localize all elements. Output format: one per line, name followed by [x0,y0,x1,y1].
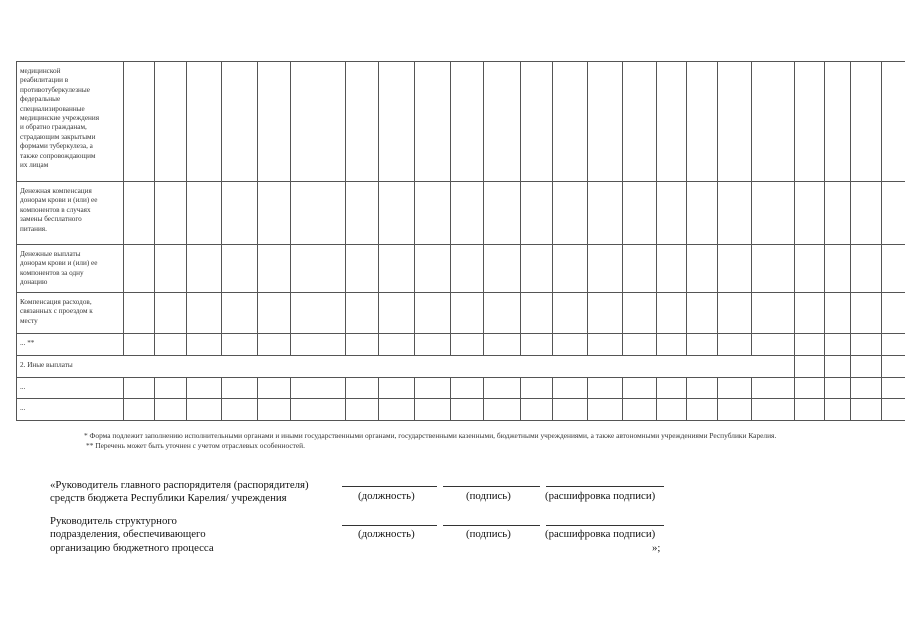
table-cell [795,62,825,182]
table-cell [451,334,484,356]
table-cell [553,182,588,245]
table-cell [415,399,451,421]
row-label: Денежная компенсация донорам крови и (или) ее компонентов в случаях замены бесплатного питания. [17,182,124,245]
table-cell [258,399,291,421]
table-row [17,378,905,399]
table-cell [379,293,415,334]
table-cell [553,334,588,356]
table-cell [825,356,851,378]
table-cell [521,293,553,334]
table-cell [258,62,291,182]
table-cell [415,293,451,334]
table-cell [825,245,851,293]
footnote-2: ** Перечень может быть уточнен с учетом отраслевых особенностей. [86,441,305,450]
table-cell [155,378,187,399]
table-cell [795,293,825,334]
table-cell [155,245,187,293]
table-cell [124,182,155,245]
signature-1-position-line [342,486,437,487]
table-cell [882,182,905,245]
table-cell [484,293,521,334]
table-cell [346,399,379,421]
table-cell [553,378,588,399]
table-cell [222,334,258,356]
table-cell [291,245,346,293]
table-cell [795,356,825,378]
table-cell [291,334,346,356]
table-cell [521,399,553,421]
signature-2-title-line3: организацию бюджетного процесса [50,542,214,554]
table-cell [882,62,905,182]
table-cell [258,293,291,334]
table-cell [451,245,484,293]
table-cell [718,182,752,245]
table-cell [825,293,851,334]
table-cell [795,182,825,245]
table-cell [222,182,258,245]
table-cell [588,182,623,245]
table-cell [379,182,415,245]
table-cell [825,378,851,399]
table-cell [851,245,882,293]
table-cell [718,334,752,356]
table-cell [155,334,187,356]
table-cell [379,399,415,421]
table-cell [484,399,521,421]
table-cell [752,334,795,356]
table-cell [851,356,882,378]
table-cell [484,334,521,356]
table-cell [521,245,553,293]
table-cell [553,399,588,421]
table-cell [795,378,825,399]
table-cell [553,245,588,293]
table-cell [718,245,752,293]
table-cell [155,293,187,334]
table-cell [623,399,657,421]
table-cell [588,334,623,356]
table-cell [379,378,415,399]
table-cell [752,293,795,334]
table-cell [657,334,687,356]
table-row [17,334,905,356]
table-cell [222,245,258,293]
table-cell [687,62,718,182]
table-cell [718,62,752,182]
row-label: ... ** [17,334,124,356]
table-cell [521,182,553,245]
table-row [17,182,905,245]
table-cell [752,399,795,421]
table-cell [825,334,851,356]
table-cell [187,399,222,421]
table-cell [222,293,258,334]
table-cell [258,182,291,245]
table-cell [187,62,222,182]
table-cell [623,182,657,245]
table-cell [222,62,258,182]
table-cell [451,182,484,245]
signature-2-decoding-line [546,525,664,526]
signature-1-signature-line [443,486,540,487]
table-cell [752,62,795,182]
table-cell [187,334,222,356]
table-cell [155,399,187,421]
table-cell [882,293,905,334]
table-cell [623,378,657,399]
table-cell [588,293,623,334]
table-cell [795,399,825,421]
table-cell [124,293,155,334]
table-cell [553,293,588,334]
signature-2-position-caption: (должность) [358,528,415,540]
table-cell [415,245,451,293]
table-cell [451,62,484,182]
row-label: ... [17,378,124,399]
table-cell [187,293,222,334]
table-cell [718,378,752,399]
table-cell [346,293,379,334]
table-cell [124,399,155,421]
signature-2-closing-quote: »; [652,542,661,554]
table-cell [346,245,379,293]
signature-2-signature-caption: (подпись) [466,528,511,540]
table-cell [346,182,379,245]
report-table [16,61,905,421]
signature-1-title-line1: «Руководитель главного распорядителя (распорядителя) [50,479,309,491]
table-cell [484,182,521,245]
table-cell [346,378,379,399]
row-label: 2. Иные выплаты [17,356,795,378]
table-cell [187,245,222,293]
signature-1-position-caption: (должность) [358,490,415,502]
row-label: Компенсация расходов, связанных с проездом к месту [17,293,124,334]
table-cell [451,293,484,334]
table-cell [155,182,187,245]
table-cell [258,334,291,356]
table-cell [346,62,379,182]
row-label: ... [17,399,124,421]
table-cell [124,62,155,182]
table-cell [851,378,882,399]
table-cell [851,293,882,334]
table-cell [484,245,521,293]
table-cell [521,334,553,356]
table-cell [415,62,451,182]
footnotes [62,431,842,450]
table-cell [752,182,795,245]
row-label: Денежные выплаты донорам крови и (или) ее компонентов за одну донацию [17,245,124,293]
table-cell [291,182,346,245]
table-cell [415,378,451,399]
table-cell [415,334,451,356]
table-cell [851,399,882,421]
signature-2-decoding-caption: (расшифровка подписи) [545,528,656,540]
table-cell [623,62,657,182]
row-label: медицинской реабилитации в противотуберкулезные федеральные специализированные медицинские учреждения и обратно гражданам, страдающим закрытыми формами туберкулеза, а также сопровождающим их лицам [17,62,124,182]
table-cell [346,334,379,356]
table-cell [657,399,687,421]
table-cell [623,245,657,293]
table-cell [851,62,882,182]
signature-2-signature-line [443,525,540,526]
table-cell [222,399,258,421]
table-cell [851,182,882,245]
table-row [17,62,905,182]
table-cell [657,293,687,334]
table-cell [752,378,795,399]
table-cell [623,293,657,334]
table-cell [484,378,521,399]
table-cell [124,334,155,356]
signature-1-signature-caption: (подпись) [466,490,511,502]
table-row [17,245,905,293]
table-cell [588,399,623,421]
table-cell [291,399,346,421]
table-cell [882,399,905,421]
table-cell [451,399,484,421]
table-cell [657,245,687,293]
footnote-1: * Форма подлежит заполнению исполнительными органами и иными государственными органами, государственными казенными, бюджетными учреждениями, а также автономными учреждениями Республики Карелия. [84,431,777,440]
table-cell [291,378,346,399]
table-cell [825,182,851,245]
signature-2-title-line1: Руководитель структурного [50,515,177,527]
table-cell [521,378,553,399]
table-cell [882,356,905,378]
table-cell [379,334,415,356]
table-cell [657,62,687,182]
table-cell [718,293,752,334]
table-cell [415,182,451,245]
table-cell [258,245,291,293]
table-cell [752,245,795,293]
signature-2-position-line [342,525,437,526]
table-cell [825,399,851,421]
signature-2-title-line2: подразделения, обеспечивающего [50,528,206,540]
signature-1-decoding-caption: (расшифровка подписи) [545,490,656,502]
table-cell [291,62,346,182]
table-cell [851,334,882,356]
table-cell [155,62,187,182]
table-cell [882,334,905,356]
table-cell [379,62,415,182]
table-cell [588,62,623,182]
table-cell [657,378,687,399]
table-cell [687,378,718,399]
table-cell [484,62,521,182]
table-cell [588,378,623,399]
table-row [17,399,905,421]
table-cell [588,245,623,293]
table-cell [825,62,851,182]
table-cell [718,399,752,421]
table-row [17,356,905,378]
table-cell [657,182,687,245]
signature-1-title-line2: средств бюджета Республики Карелия/ учреждения [50,492,287,504]
table-cell [623,334,657,356]
table-cell [795,334,825,356]
table-cell [451,378,484,399]
table-row [17,293,905,334]
table-cell [687,182,718,245]
signature-1-decoding-line [546,486,664,487]
table-cell [222,378,258,399]
table-cell [687,293,718,334]
table-cell [379,245,415,293]
table-cell [687,399,718,421]
table-cell [187,182,222,245]
table-cell [882,245,905,293]
table-cell [258,378,291,399]
table-cell [687,245,718,293]
table-cell [795,245,825,293]
table-cell [553,62,588,182]
table-cell [521,62,553,182]
table-cell [124,378,155,399]
table-cell [687,334,718,356]
table-cell [124,245,155,293]
table-cell [882,378,905,399]
table-cell [291,293,346,334]
table-cell [187,378,222,399]
